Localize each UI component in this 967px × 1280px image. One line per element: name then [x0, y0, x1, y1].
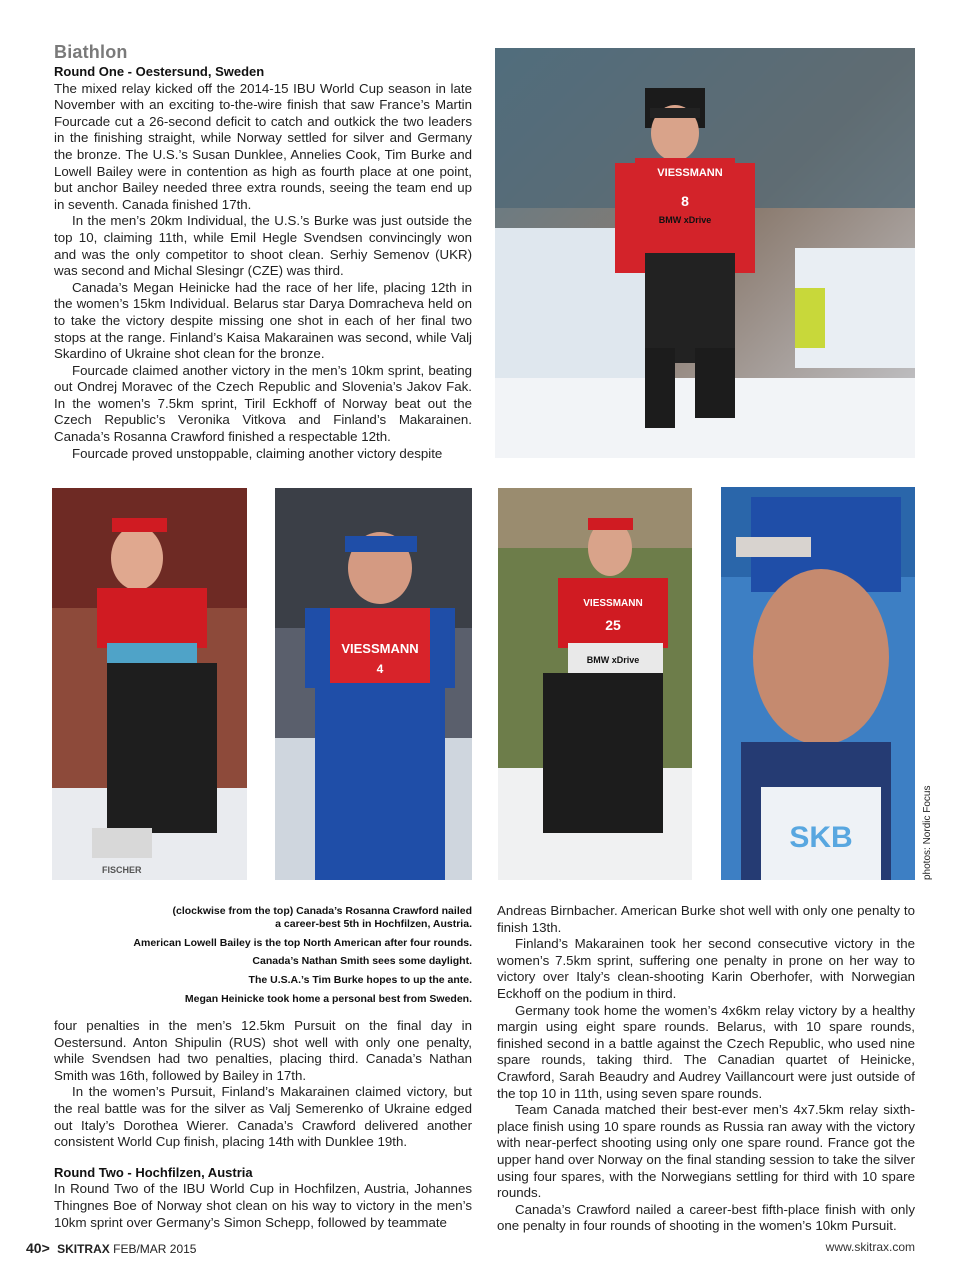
- article-paragraph: In the women’s Pursuit, Finland’s Makarainen claimed victory, but the real battle was for the silver as Valj Semerenko of Ukraine edged out Italy’s Dorothea Wierer. Canada’s Crawford delivered another consistent World Cup finish, placing 14th with Dunklee 19th.: [54, 1084, 472, 1150]
- photo-crawford-main: [495, 48, 915, 458]
- article-column-bottom-right: [497, 903, 915, 1235]
- article-paragraph: Andreas Birnbacher. American Burke shot well with only one penalty to finish 13th.: [497, 903, 915, 935]
- article-paragraph: In Round Two of the IBU World Cup in Hochfilzen, Austria, Johannes Thingnes Boe of Norway shot clean on his way to victory in the men’s 10km sprint over Germany’s Simon Schepp, followed by teammate: [54, 1181, 472, 1230]
- round-one-heading: Round One - Oestersund, Sweden: [54, 64, 265, 79]
- bib-number: 8: [681, 193, 689, 209]
- magazine-name: SKITRAX: [57, 1242, 110, 1256]
- photo-smith: [498, 488, 692, 880]
- article-paragraph: The mixed relay kicked off the 2014-15 IBU World Cup season in late November with an exciting to-the-wire finish that saw France’s Martin Fourcade cut a 26-second deficit to catch and outkick the two leaders in the finishing straight, while Norway settled for silver and Germany the bronze. The U.S.’s Susan Dunklee, Annelies Cook, Tim Burke and Lowell Bailey were in contention as high as fourth place at one point, but anchor Bailey needed three extra rounds, seeing the team end up in seventh. Canada finished 17th.: [54, 80, 472, 212]
- caption-crawford: (clockwise from the top) Canada’s Rosanna Crawford nailed a career-best 5th in Hochfilzen, Austria.: [172, 905, 472, 930]
- bib-number: 25: [605, 617, 621, 633]
- caption-heinicke: Megan Heinicke took home a personal best from Sweden.: [184, 993, 472, 1005]
- photo-burke: [721, 487, 915, 880]
- round-two-heading: Round Two - Hochfilzen, Austria: [54, 1164, 253, 1180]
- bib-sponsor-text: VIESSMANN: [341, 641, 419, 656]
- bib-number: 4: [376, 662, 384, 676]
- article-paragraph: Canada’s Crawford nailed a career-best fifth-place finish with only one penalty in four rounds of shooting in the women’s 10km Pursuit.: [497, 1201, 915, 1234]
- article-paragraph: Germany took home the women’s 4x6km relay victory by a healthy margin using eight spare rounds. Belarus, with 10 spare rounds, finished second in a battle against the Czech Republic, who used nine spare rounds, taking third. The Canadian quartet of Heinicke, Crawford, Sarah Beaudry and Audrey Vaillancourt were just outside of the top 10 in 11th, using seven spare rounds.: [497, 1002, 915, 1101]
- bib-sponsor-text: VIESSMANN: [657, 167, 723, 179]
- ski-brand-text: FISCHER: [102, 865, 142, 875]
- bib-sponsor-text: SKB: [789, 821, 853, 854]
- website-url: www.skitrax.com: [825, 1240, 915, 1254]
- caption-burke: The U.S.A.’s Tim Burke hopes to up the ante.: [248, 974, 472, 986]
- article-column-top: [54, 64, 472, 462]
- article-paragraph: Fourcade claimed another victory in the men’s 10km sprint, beating out Ondrej Moravec of the Czech Republic and Slovenia’s Jakov Fak. In the women’s 7.5km sprint, Tiril Eckhoff of Norway beat out the Czech Republic’s Veronika Vitkova and Finland’s Makarainen. Canada’s Rosanna Crawford finished a respectable 12th.: [54, 362, 472, 445]
- article-paragraph: Fourcade proved unstoppable, claiming another victory despite: [72, 445, 443, 461]
- article-paragraph: Finland’s Makarainen took her second consecutive victory in the women’s 7.5km sprint, suffering one penalty in prone on her way to victory over Italy’s clean-shooting Karin Oberhofer, with Norwegian Eckhoff on the podium in third.: [497, 936, 915, 1001]
- page-number: 40>: [26, 1240, 50, 1256]
- bib-bmw-text: BMW xDrive: [586, 655, 640, 665]
- page-footer-left: [26, 1240, 196, 1256]
- section-title: Biathlon: [54, 42, 128, 62]
- bib-sponsor-text: VIESSMANN: [583, 598, 643, 609]
- article-paragraph: Team Canada matched their best-ever men’s 4x7.5km relay sixth-place finish using 10 spare rounds as Russia ran away with the victory with near-perfect shooting using only one spare round. France got the upper hand over Norway on the final standing session to take the silver using four spares, with the Norwegians settling for third with 10 spare rounds.: [497, 1102, 915, 1201]
- photo-bailey: [275, 488, 472, 880]
- caption-bailey: American Lowell Bailey is the top North American after four rounds.: [133, 937, 472, 949]
- bib-bmw-text: BMW xDrive: [658, 215, 712, 225]
- article-paragraph: Canada’s Megan Heinicke had the race of her life, placing 12th in the women’s 15km Individual. Belarus star Darya Domracheva held on to take the victory despite missing one shot in each of her final two stops at the range. Finland’s Kaisa Makarainen was second, while Valj Skardino of Ukraine shot clean for the bronze.: [54, 279, 472, 362]
- article-column-bottom-left: [54, 1018, 472, 1231]
- photo-credit: photos: Nordic Focus: [922, 785, 933, 880]
- article-paragraph: In the men’s 20km Individual, the U.S.’s Burke was just outside the top 10, claiming 11th, while Emil Hegle Svendsen convincingly won and was the only competitor to shoot clean. Serhiy Semenov (UKR) was second and Michal Slesingr (CZE) was third.: [54, 213, 472, 279]
- article-paragraph: four penalties in the men’s 12.5km Pursuit on the final day in Oestersund. Anton Shipulin (RUS) shot well with only one penalty, while Svendsen had two penalties, placing third. Canada’s Nathan Smith was 16th, followed by Bailey in 17th.: [54, 1018, 472, 1083]
- caption-smith: Canada’s Nathan Smith sees some daylight.: [252, 955, 472, 967]
- photo-heinicke: [52, 488, 247, 880]
- issue-date: FEB/MAR 2015: [113, 1242, 197, 1256]
